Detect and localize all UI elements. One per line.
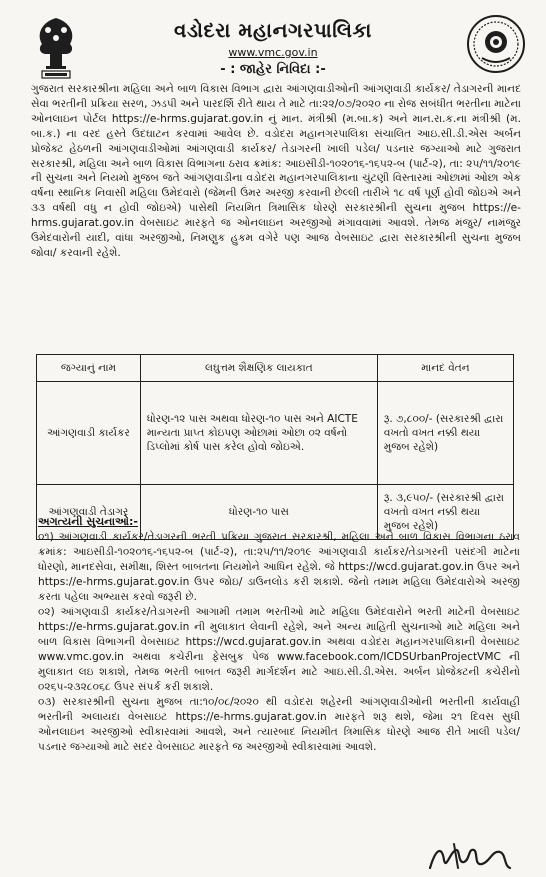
salary-cell: રૂ. ૩,૯૫૦/- (સરકારશ્રી દ્વારા વખતો વખત નક્કી થયા મુજબ રહેશે) [377,485,513,540]
note-item-1: ૦૧) આંગણવાડી કાર્યકર/તેડાગરની ભરતી પ્રક્રિયા ગુજરાત સરકારશ્રી, મહિલા અને બાળ વિકાસ વિભાગના ઠરાવ ક્રમાંક: આઇસીડી-૧૦૨૦૧૬-૧૬૫૨-બ (પાર્ટ-૨), તા:૨૫/૧૧/૨૦૧૯ આંગણવાડી કાર્યકર/તેડાગરની પસંદગી માટેના ધોરણો, માનદસેવા, સમીક્ષા, શિસ્ત બાબતના નિયમોને આધિન રહેશે. જે https://wcd.gujarat.gov.in ઉપર અને https://e-hrms.gujarat.gov.in ઉપર જોઇ/ ડાઉનલોડ કરી શકાશે. જેનો તમામ મહિલા ઉમેદવારોએ અરજી કરતા પહેલા અભ્યાસ કરવો જરૂરી છે. [38,531,520,603]
notes-list [38,530,520,755]
salary-cell: રૂ. ૭,૮૦૦/- (સરકારશ્રી દ્વારા વખતો વખત નક્કી થયા મુજબ રહેશે) [377,382,513,485]
website-link[interactable]: www.vmc.gov.in [228,46,318,59]
qualification-cell: ધોરણ-૧૨ પાસ અથવા ધોરણ-૧૦ પાસ અને AICTE માન્યતા પ્રાપ્ત કોઇપણ ઓછામાં ઓછા ૦૨ વર્ષનો ડિપ્લોમાં કોર્ષ પાસ કરેલ હોવો જોઇએ. [140,382,377,485]
header-post-name: જગ્યાનું નામ [37,355,141,382]
qualification-cell: ધોરણ-૧૦ પાસ [140,485,377,540]
intro-paragraph: ગુજરાત સરકારશ્રીના મહિલા અને બાળ વિકાસ વિભાગ દ્વારા આંગણવાડીઓની આંગણવાડી કાર્યકર/ તેડાગરની માનદ સેવા ભરતીની પ્રક્રિયા સરળ, ઝડપી અને પારદર્શિ રીતે થાય તે માટે તા:૨૨/૦૭/૨૦૨૦ ના રોજ સબંધીત ભરતીના માટેના ઓનલાઇન પોર્ટલ https://e-hrms.gujarat.gov.in નું માન. મંત્રીશ્રી (મ.બા.ક) અને માન.રા.ક.ના મંત્રીશ્રી (મ. બા.ક.) ના વરદ હસ્તે ઉદઘાટન કરવામાં આવેલ છે. વડોદરા મહાનગરપાલિકા સંચાલિત આઇ.સી.ડી.એસ અર્બન પ્રોજેક્ટ હેઠળની આંગણવાડીઓમાં આંગણવાડી કાર્યકર/ તેડાગરની ખાલી પડેલ/ પડનાર જગ્યાઓ માટે ગુજરાત સરકારશ્રી, મહિલા અને બાળ વિકાસ વિભાગના ઠરાવ ક્રમાંક: આઇસીડી-૧૦૨૦૧૬-૧૬૫૨-બ (પાર્ટ-૨), તા: ૨૫/૧૧/૨૦૧૯ ની સુચના અને નિયમો મુજબ જતે આંગણવાડીના વડોદરા મહાનગરપાલિકાના ચુંટણી વિસ્તારમાં ઓછામાં ઓછા એક વર્ષના સ્થાનિક નિવાસી મહિલા ઉમેદવારો (જેમની ઉંમર અરજી કરવાની છેલ્લી તારીખે ૧૮ વર્ષ પૂર્ણ હોવી જોઇએ અને ૩૩ વર્ષથી વધુ ન હોવી જોઇએ) પાસેથી નિયમિત ત્રિમાસિક ધોરણે સરકારશ્રીની સુચના મુજબ https://e-hrms.gujarat.gov.in વેબસાઇટ મારફતે જ ઓનલાઇન અરજીઓ મંગાવવામાં આવશે. તેમજ મંજુર/ નામંજુર ઉમેદવારોની યાદી, વાંધા અરજીઓ, નિમણુક હુકમ વગેરે પણ આજ વેબસાઇટ દ્વારા સરકારશ્રીની સુચના મુજબ જોવા/ કરવાની રહેશે. [31,83,521,259]
post-name-cell: આંગણવાડી તેડાગર [37,485,141,540]
header-honorarium: માનદ વેતન [377,355,513,382]
page-title: વડોદરા મહાનગરપાલિકા [174,18,372,42]
table-row [37,382,514,485]
note-item-3: ૦૩) સરકારશ્રીની સુચના મુજબ તા:૧૦/૦૮/૨૦૨૦ થી વડોદરા શહેરની આંગણવાડીઓની ભરતીની કાર્યવાહી ભરતીની અલાયદા વેબસાઇટ https://e-hrms.gujarat.gov.in મારફતે શરૂ થશે, જેમા ૨૧ દિવસ સુધી ઓનલાઇન અરજીઓ સ્વીકારવામાં આવશે, અને ત્યારબાદ નિયમીત ત્રિમાસિક ધોરણે આજ રીતે ખાલી પડેલ/ પડનાર જગ્યાઓ માટે સદર વેબસાઇટ મારફતે જ અરજીઓ સ્વીકારવામાં આવશે. [38,696,520,753]
notes-heading: અગત્યની સુચનાઓ:- [38,515,138,528]
header-qualification: લઘુત્તમ શૈક્ષણિક લાયકાત [140,355,377,382]
note-item-2: ૦૨) આંગણવાડી કાર્યકર/તેડાગરની આગામી તમામ ભરતીઓ માટે મહિલા ઉમેદવારોને ભરતી માટેની વેબસાઇટ https://e-hrms.gujarat.gov.in ની મુલાકાત લેવાની રહેશે, અને અન્ય માહિતી સુચનાઓ માટે મહિલા અને બાળ વિકાસ વિભાગની વેબસાઇટ https://wcd.gujarat.gov.in અથવા વડોદરા મહાનગરપાલિકાની વેબસાઇટ www.vmc.gov.in અથવા કચેરીના ફેસબુક પેજ www.facebook.com/ICDSUrbanProjectVMC ની મુલાકાત લઇ શકાશે, તેમજ ભરતી બાબત જરૂરી માર્ગદર્શન માટે આઇ.સી.ડી.એસ. અર્બન પ્રોજેક્ટની કચેરીનો ૦૨૬૫-૨૩૨૮૦૬૮ ઉપર સંપર્ક કરી શકાશે. [38,606,520,693]
posts-table [36,354,514,540]
signature-icon [424,838,514,874]
post-name-cell: આંગણવાડી કાર્યકર [37,382,141,485]
notice-heading: - : જાહેર નિવિદા :- [220,62,326,77]
table-header-row [37,355,514,382]
